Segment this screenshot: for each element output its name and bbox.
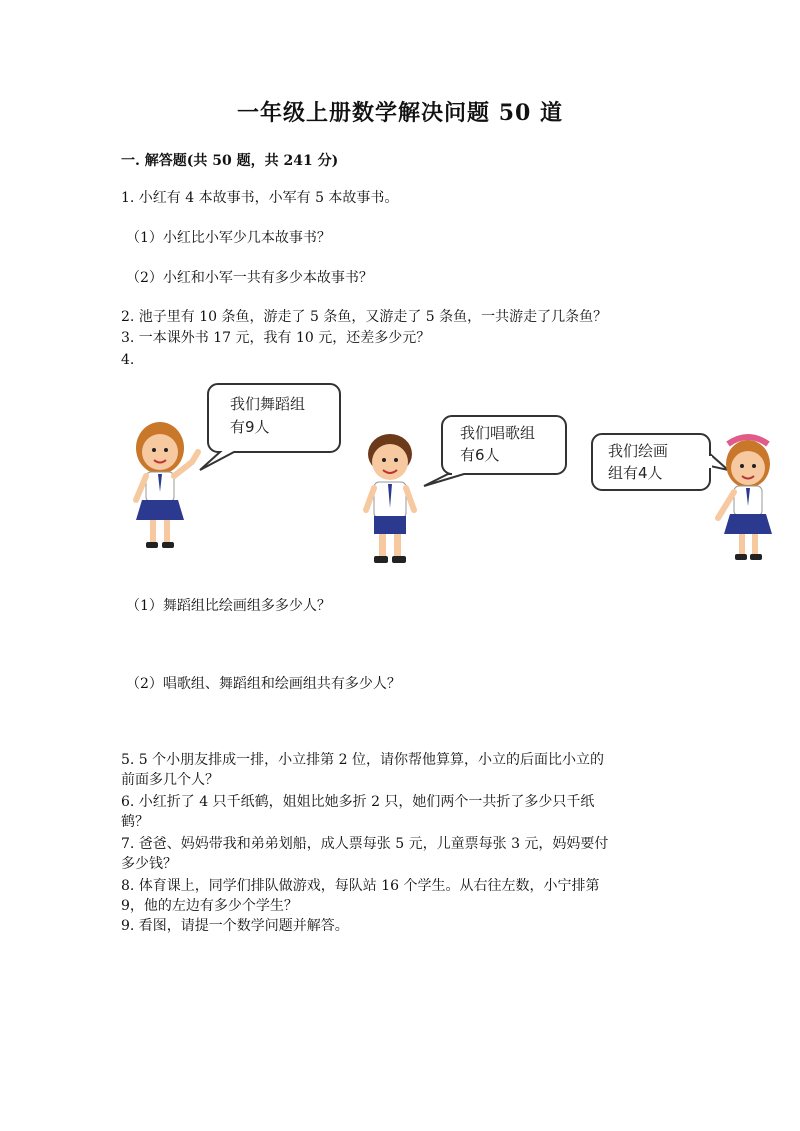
question-4-illustration xyxy=(120,376,780,572)
speech-bubble-dance xyxy=(200,384,340,470)
question-4-part-1: （1）舞蹈组比绘画组多多少人？ xyxy=(126,598,331,614)
question-8-line-1: 8. 体育课上，同学们排队做游戏，每队站 16 个学生。从右往左数，小宁排第 xyxy=(121,878,600,894)
speech-bubble-draw xyxy=(592,434,728,490)
question-1-part-2: （2）小红和小军一共有多少本故事书？ xyxy=(126,270,373,286)
bubble-draw-line2: 组有4人 xyxy=(608,464,663,482)
girl-dancer-figure xyxy=(136,422,198,548)
question-6-line-1: 6. 小红折了 4 只千纸鹤，姐姐比她多折 2 只，她们两个一共折了多少只千纸 xyxy=(121,794,595,810)
boy-singer-figure xyxy=(366,434,414,563)
bubble-dance-line2: 有9人 xyxy=(230,418,270,436)
speech-bubble-sing xyxy=(424,416,566,486)
question-5-line-2: 前面多几个人？ xyxy=(121,772,219,788)
question-5-line-1: 5. 5 个小朋友排成一排，小立排第 2 位，请你帮他算算，小立的后面比小立的 xyxy=(121,752,604,768)
question-2: 2. 池子里有 10 条鱼，游走了 5 条鱼，又游走了 5 条鱼，一共游走了几条鱼？ xyxy=(121,309,608,325)
question-9: 9. 看图，请提一个数学问题并解答。 xyxy=(121,918,349,934)
question-1: 1. 小红有 4 本故事书，小军有 5 本故事书。 xyxy=(121,190,399,206)
question-4-part-2: （2）唱歌组、舞蹈组和绘画组共有多少人？ xyxy=(126,676,401,692)
question-1-part-1: （1）小红比小军少几本故事书？ xyxy=(126,230,331,246)
section-heading: 一. 解答题(共 50 题，共 241 分) xyxy=(121,153,339,169)
question-6-line-2: 鹤？ xyxy=(121,814,149,830)
bubble-dance-line1: 我们舞蹈组 xyxy=(230,395,306,413)
bubble-sing-line1: 我们唱歌组 xyxy=(460,424,536,442)
question-7-line-2: 多少钱？ xyxy=(121,856,177,872)
bubble-draw-line1: 我们绘画 xyxy=(608,442,669,460)
bubble-sing-line2: 有6人 xyxy=(460,446,500,464)
question-8-line-2: 9，他的左边有多少个学生？ xyxy=(121,898,298,914)
girl-painter-figure xyxy=(718,437,772,560)
page-title: 一年级上册数学解决问题 50 道 xyxy=(237,100,563,126)
question-4-number: 4. xyxy=(121,352,135,368)
question-7-line-1: 7. 爸爸、妈妈带我和弟弟划船，成人票每张 5 元，儿童票每张 3 元，妈妈要付 xyxy=(121,836,609,852)
question-3: 3. 一本课外书 17 元，我有 10 元，还差多少元？ xyxy=(121,330,431,346)
